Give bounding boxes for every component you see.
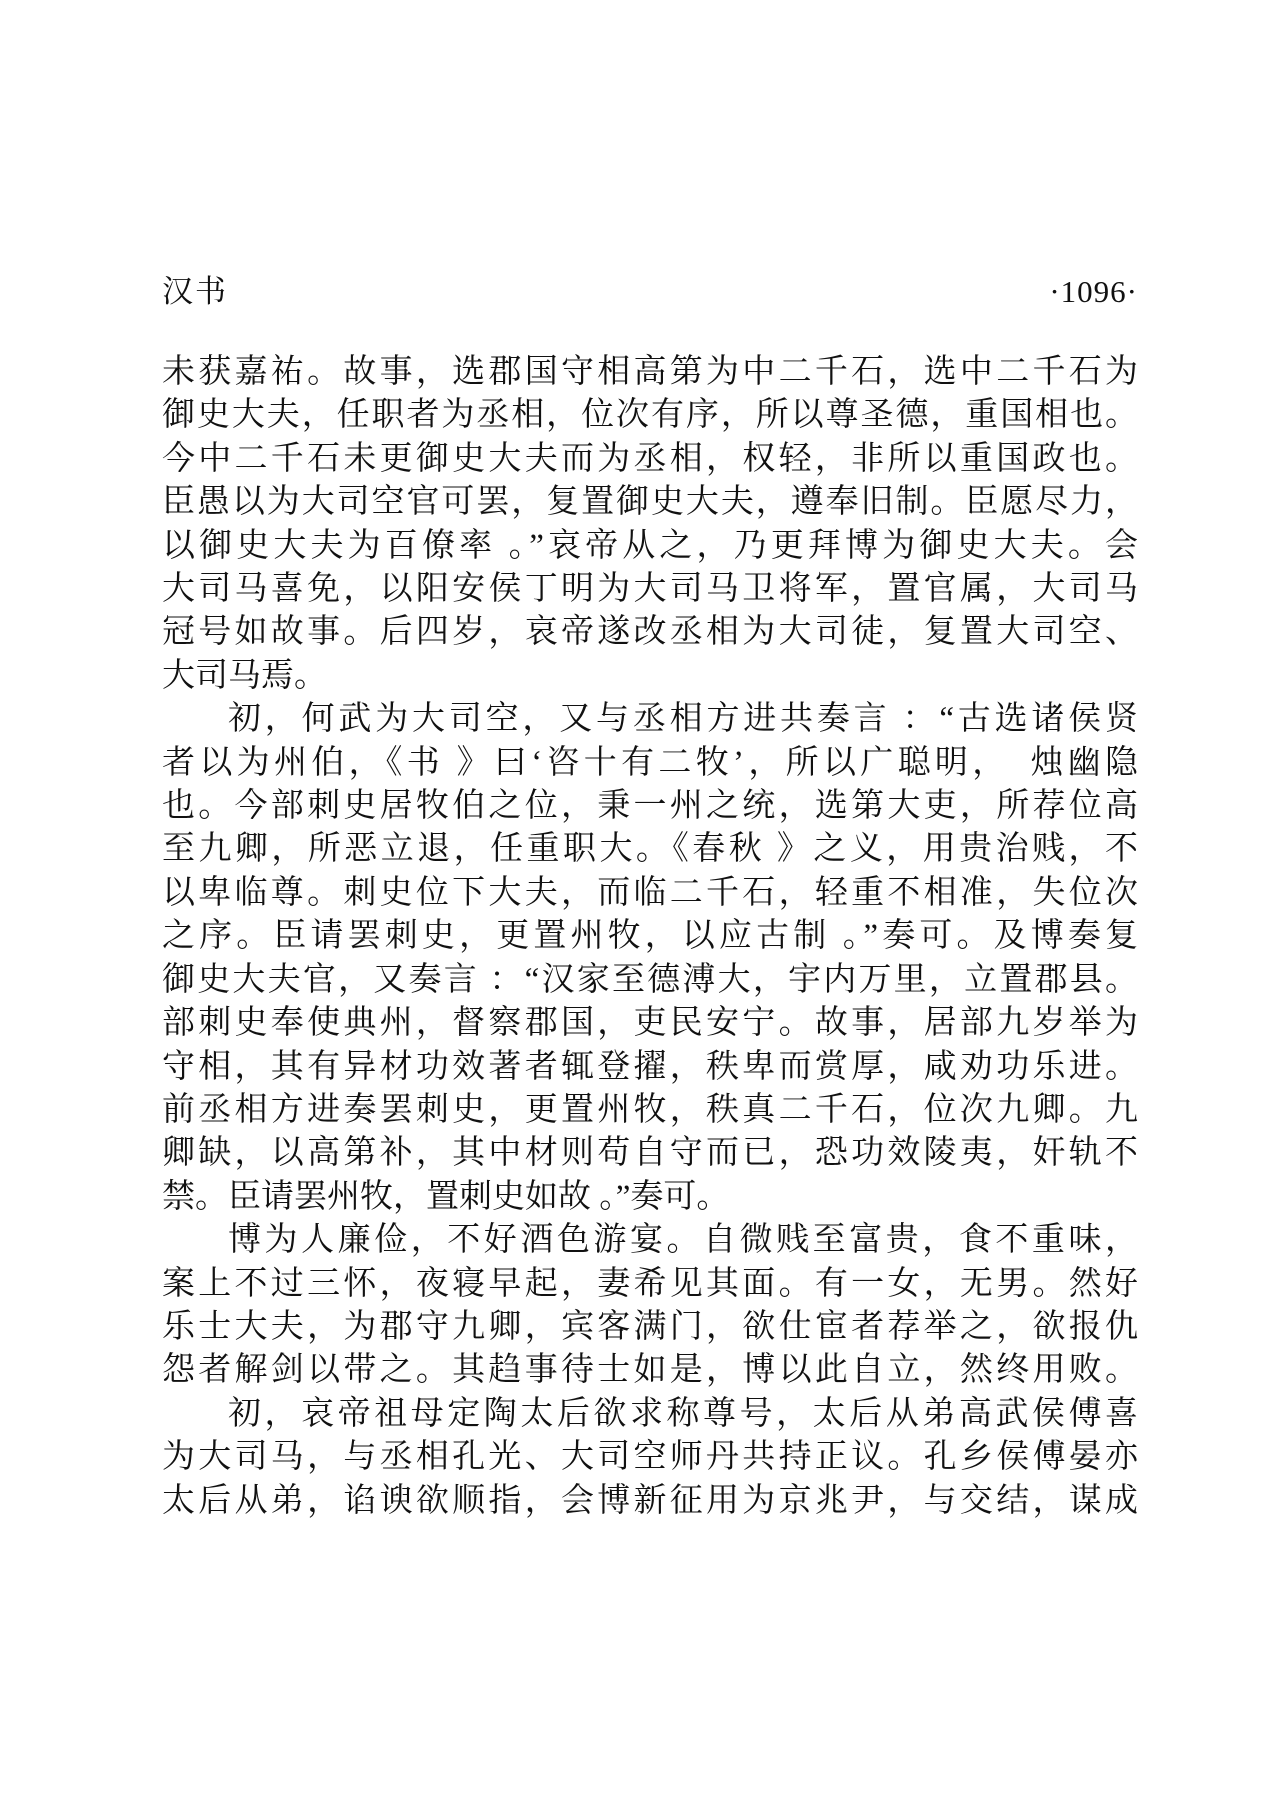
text-line: 之序。臣请罢刺史，更置州牧，以应古制 。”奏可。及博奏复 [162,918,1138,955]
text-line: 为大司马，与丞相孔光、大司空师丹共持正议。孔乡侯傅晏亦 [162,1439,1138,1476]
text-line: 部刺史奉使典州，督察郡国，吏民安宁。故事，居部九岁举为 [162,1005,1138,1042]
text-line: 卿缺，以高第补，其中材则苟自守而已，恐功效陵夷，奸轨不 [162,1135,1138,1172]
text-line: 御史大夫，任职者为丞相，位次有序，所以尊圣德，重国相也。 [162,397,1138,434]
text-line: 者以为州伯，《书 》曰‘咨十有二牧’，所以广聪明， 烛幽隐 [162,744,1138,781]
text-line: 大司马喜免，以阳安侯丁明为大司马卫将军，置官属，大司马 [162,571,1138,608]
page-number: ·1096· [1049,274,1138,309]
text-line: 御史大夫官，又奏言 ：“汉家至德溥大，宇内万里，立置郡县。 [162,961,1138,998]
text-line: 初，何武为大司空，又与丞相方进共奏言 ：“古选诸侯贤 [228,701,1138,738]
text-line: 前丞相方进奏罢刺史，更置州牧，秩真二千石，位次九卿。九 [162,1091,1138,1128]
text-line: 至九卿，所恶立退，任重职大。《春秋 》之义，用贵治贱，不 [162,831,1138,868]
text-line: 以御史大夫为百僚率 。”哀帝从之，乃更拜博为御史大夫。会 [162,527,1138,564]
page-header [162,272,1138,312]
text-line: 以卑临尊。刺史位下大夫，而临二千石，轻重不相准，失位次 [162,874,1138,911]
text-line: 博为人廉俭，不好酒色游宴。自微贱至富贵，食不重味， [228,1222,1138,1259]
text-line: 乐士大夫，为郡守九卿，宾客满门，欲仕宦者荐举之，欲报仇 [162,1308,1138,1345]
text-line: 禁。臣请罢州牧，置刺史如故 。”奏可。 [162,1178,730,1215]
text-line: 冠号如故事。后四岁，哀帝遂改丞相为大司徒，复置大司空、 [162,614,1138,651]
text-line: 未获嘉祐。故事，选郡国守相高第为中二千石，选中二千石为 [162,354,1138,390]
text-line: 也。今部刺史居牧伯之位，秉一州之统，选第大吏，所荐位高 [162,788,1138,825]
text-line: 怨者解剑以带之。其趋事待士如是，博以此自立，然终用败。 [162,1352,1138,1389]
text-line: 太后从弟，谄谀欲顺指，会博新征用为京兆尹，与交结，谋成 [162,1482,1138,1519]
text-line: 大司马焉。 [162,657,327,694]
text-line: 今中二千石未更御史大夫而为丞相，权轻，非所以重国政也。 [162,440,1138,477]
text-line: 案上不过三怀，夜寝早起，妻希见其面。有一女，无男。然好 [162,1265,1138,1302]
body-text [162,351,1138,1523]
text-line: 守相，其有异材功效著者辄登擢，秩卑而赏厚，咸劝功乐进。 [162,1048,1138,1085]
text-line: 臣愚以为大司空官可罢，复置御史大夫，遵奉旧制。臣愿尽力， [162,484,1138,521]
book-title: 汉书 [162,274,228,309]
text-line: 初，哀帝祖母定陶太后欲求称尊号，太后从弟高武侯傅喜 [228,1395,1138,1432]
